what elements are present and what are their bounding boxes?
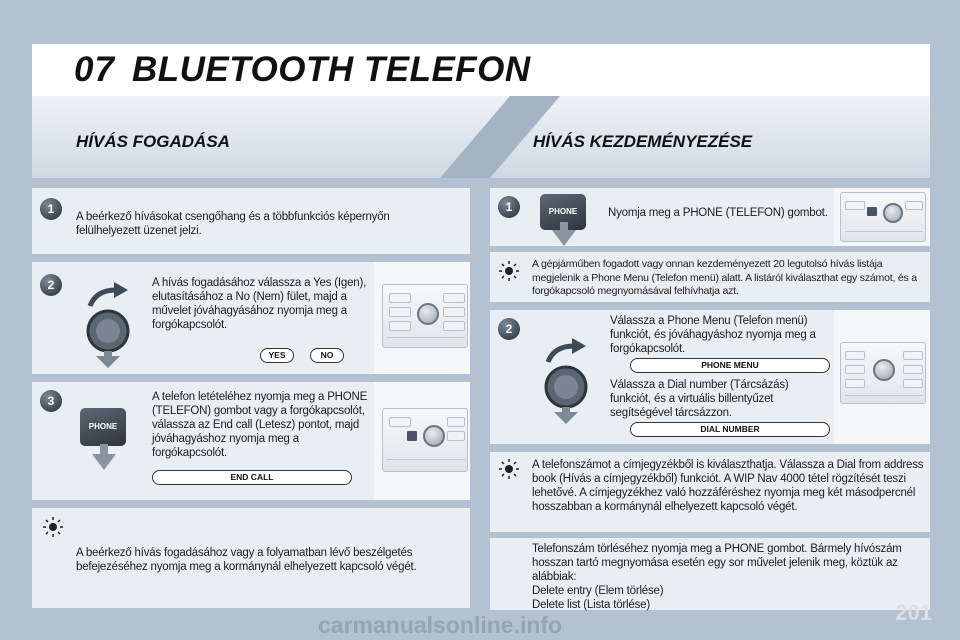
right-info-panel bbox=[490, 538, 930, 610]
left-step2-text: A hívás fogadásához válassza a Yes (Igen), elutasításához a No (Nem) fület, majd a művelet jóváhagyásához nyomja meg a forgókapcsolót. bbox=[152, 277, 367, 331]
phone-menu-button[interactable]: PHONE MENU bbox=[630, 358, 830, 373]
rotary-knob-icon bbox=[70, 276, 162, 368]
chapter-number: 07 bbox=[74, 50, 115, 89]
right-section-title: HÍVÁS KEZDEMÉNYEZÉSE bbox=[533, 132, 753, 151]
left-tip-text: A beérkező hívás fogadásához vagy a folyamatban lévő beszélgetés befejezéséhez nyomja meg a kormánynál elhelyezett kapcsoló végét. bbox=[76, 547, 417, 573]
press-arrow-icon bbox=[552, 222, 576, 246]
left-section-title: HÍVÁS FOGADÁSA bbox=[76, 132, 230, 151]
radio-illustration-area bbox=[834, 188, 930, 246]
dial-number-button[interactable]: DIAL NUMBER bbox=[630, 422, 830, 437]
radio-illustration-area bbox=[374, 262, 470, 374]
page-number: 201 bbox=[895, 600, 932, 625]
left-tip-panel bbox=[32, 508, 470, 608]
radio-panel bbox=[840, 192, 926, 242]
lightbulb-icon bbox=[498, 260, 520, 282]
lightbulb-icon bbox=[498, 458, 520, 480]
left-step1-text: A beérkező hívásokat csengőhang és a többfunkciós képernyőn felülhelyezett üzenet jelzi. bbox=[76, 211, 390, 237]
right-tip2-panel bbox=[490, 452, 930, 532]
radio-illustration-area bbox=[834, 310, 930, 444]
right-step2-text-b: Válassza a Dial number (Tárcsázás) funkciót, és a virtuális billentyűzet segítségével tárcsázzon. bbox=[610, 379, 789, 419]
radio-panel bbox=[382, 284, 468, 348]
right-step1-panel bbox=[490, 188, 930, 246]
left-step3-text: A telefon letételéhez nyomja meg a PHONE (TELEFON) gombot vagy a forgókapcsolót, válassza az End call (Letesz) pontot, majd jóváhagyáshoz nyomja meg a forgókapcsolót. bbox=[152, 391, 368, 459]
end-call-button[interactable]: END CALL bbox=[152, 470, 352, 485]
info-line: Telefonszám törléséhez nyomja meg a PHONE gombot. Bármely hívószám hosszan tartó megnyomása esetén egy sor művelet jelenik meg, köztük az alábbiak: bbox=[532, 543, 902, 583]
right-info-text bbox=[532, 542, 926, 612]
radio-illustration-area bbox=[374, 382, 470, 500]
yes-button[interactable]: YES bbox=[260, 348, 294, 363]
radio-panel bbox=[382, 408, 468, 472]
no-button[interactable]: NO bbox=[310, 348, 344, 363]
left-step3-panel bbox=[32, 382, 470, 500]
step-badge: 1 bbox=[40, 198, 62, 220]
lightbulb-icon bbox=[42, 516, 64, 538]
right-step2-panel bbox=[490, 310, 930, 444]
right-tip2-text: A telefonszámot a címjegyzékből is kiválaszthatja. Válassza a Dial from address book (Hívás a címjegyzékből) funkciót. A WIP Nav 4000 tétel rögzítését teszi lehetővé. A címjegyzékhez való hozzáféréshez nyomja meg két másodpercnél hosszabban a kormánynál elhelyezett kapcsoló végét. bbox=[532, 459, 924, 513]
phone-key-icon: PHONE bbox=[80, 408, 126, 446]
right-tip1-panel bbox=[490, 252, 930, 302]
right-step2-text-a: Válassza a Phone Menu (Telefon menü) funkciót, és jóváhagyáshoz nyomja meg a forgókapcsolót. bbox=[610, 315, 816, 355]
right-tip1-text: A gépjárműben fogadott vagy onnan kezdeményezett 20 legutolsó hívás listája megjelenik a Phone Menu (Telefon menü) alatt. A listáról kiválaszthat egy számot, és a forgókapcsoló megnyomásával felhívhatja azt. bbox=[532, 258, 917, 297]
step-badge: 1 bbox=[498, 196, 520, 218]
left-step2-panel bbox=[32, 262, 470, 374]
left-step1-panel bbox=[32, 188, 470, 254]
phone-key-icon: PHONE bbox=[540, 194, 586, 230]
radio-panel bbox=[840, 342, 926, 404]
watermark: carmanualsonline.info bbox=[318, 612, 563, 638]
right-step1-text: Nyomja meg a PHONE (TELEFON) gombot. bbox=[608, 207, 828, 219]
press-arrow-icon bbox=[92, 444, 116, 470]
info-line: Delete list (Lista törlése) bbox=[532, 599, 650, 611]
rotary-knob-icon bbox=[528, 332, 620, 424]
page-title: BLUETOOTH TELEFON bbox=[132, 50, 531, 89]
step-badge: 2 bbox=[498, 318, 520, 340]
step-badge: 3 bbox=[40, 390, 62, 412]
info-line: Delete entry (Elem törlése) bbox=[532, 585, 664, 597]
step-badge: 2 bbox=[40, 274, 62, 296]
